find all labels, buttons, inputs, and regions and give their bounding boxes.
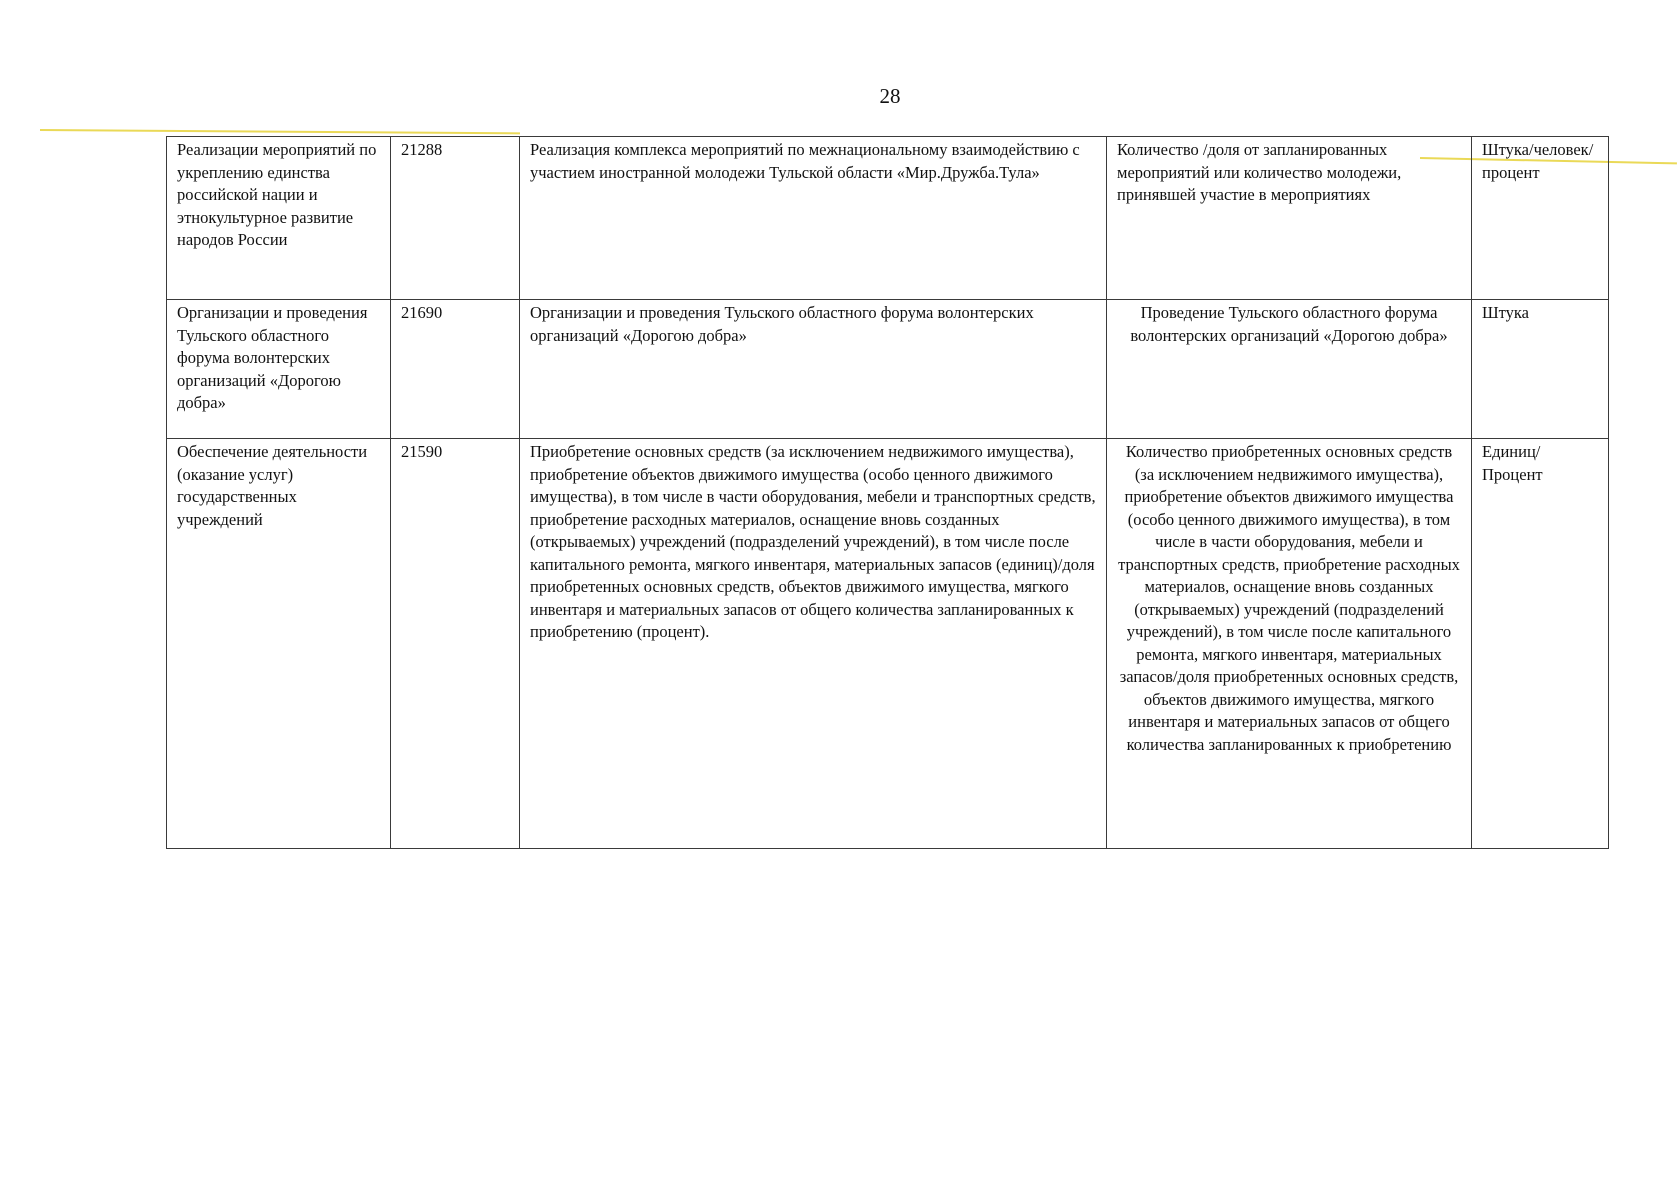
table-row: [167, 137, 1609, 300]
page-number: 28: [879, 84, 901, 108]
indicator-cell: Количество /доля от запланированных мероприятий или количество молодежи, принявшей участие в мероприятиях: [1107, 137, 1472, 300]
unit-cell: Единиц/Процент: [1472, 439, 1609, 849]
event-code-cell: 21690: [391, 300, 520, 439]
indicator-cell: Количество приобретенных основных средств (за исключением недвижимого имущества), приобретение объектов движимого имущества (особо ценного движимого имущества), в том числе в части оборудования, мебели и транспортных средств, приобретение расходных материалов, оснащение вновь созданных (открываемых) учреждений (подразделений учреждений), в том числе после капитального ремонта, мягкого инвентаря, материальных запасов/доля приобретенных основных средств, объектов движимого имущества, мягкого инвентаря и материальных запасов от общего количества запланированных к приобретению: [1107, 439, 1472, 849]
event-description-cell: Реализация комплекса мероприятий по межнациональному взаимодействию с участием иностранной молодежи Тульской области «Мир.Дружба.Тула»: [520, 137, 1107, 300]
event-name-cell: Реализации мероприятий по укреплению единства российской нации и этнокультурное развитие народов России: [167, 137, 391, 300]
event-name-cell: Обеспечение деятельности (оказание услуг) государственных учреждений: [167, 439, 391, 849]
unit-cell: Штука: [1472, 300, 1609, 439]
unit-cell: Штука/человек/процент: [1472, 137, 1609, 300]
table-row: [167, 439, 1609, 849]
event-code-cell: 21288: [391, 137, 520, 300]
event-name-cell: Организации и проведения Тульского областного форума волонтерских организаций «Дорогою добра»: [167, 300, 391, 439]
event-description-cell: Приобретение основных средств (за исключением недвижимого имущества), приобретение объектов движимого имущества (особо ценного движимого имущества), в том числе в части оборудования, мебели и транспортных средств, приобретение расходных материалов, оснащение вновь созданных (открываемых) учреждений (подразделений учреждений), в том числе после капитального ремонта, мягкого инвентаря, материальных запасов (единиц)/доля приобретенных основных средств, объектов движимого имущества, мягкого инвентаря и материальных запасов от общего количества запланированных к приобретению (процент).: [520, 439, 1107, 849]
event-code-cell: 21590: [391, 439, 520, 849]
table-row: [167, 300, 1609, 439]
highlighter-mark-left: [40, 129, 520, 134]
program-events-table: [166, 136, 1609, 849]
event-description-cell: Организации и проведения Тульского областного форума волонтерских организаций «Дорогою добра»: [520, 300, 1107, 439]
indicator-cell: Проведение Тульского областного форума волонтерских организаций «Дорогою добра»: [1107, 300, 1472, 439]
